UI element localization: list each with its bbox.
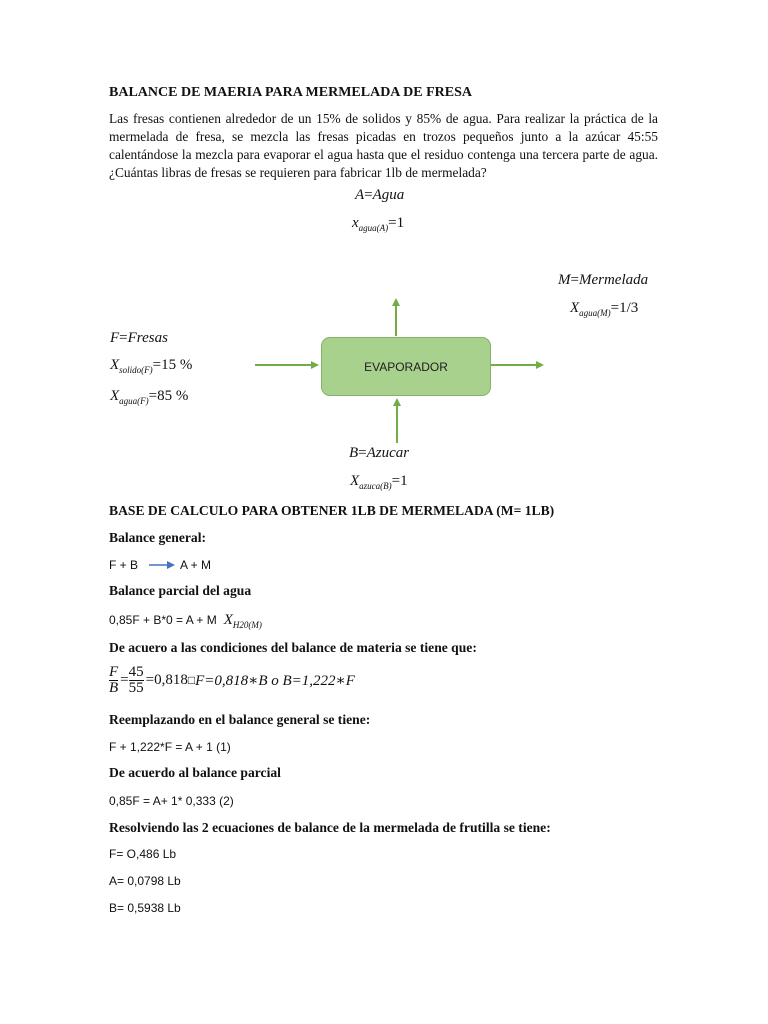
ratio-equation: $\frac{F}{B}$ = $\frac{45}{55}$ =0,818□F=0,818∗B o B=1,222∗F xyxy=(109,664,355,696)
parcial-heading: De acuerdo al balance parcial xyxy=(109,765,281,780)
balance-parcial-heading: Balance parcial del agua xyxy=(109,583,252,598)
reemplazo-heading: Reemplazando en el balance general se tiene: xyxy=(109,712,371,727)
azucar-fraction: $X_{azuca(B)}=1$ xyxy=(350,473,408,491)
balance-general-rhs: A + M xyxy=(180,558,212,572)
result-a: A= 0,0798 Lb xyxy=(109,874,181,888)
evaporator-label: EVAPORADOR xyxy=(364,359,448,374)
document-title: BALANCE DE MAERIA PARA MERMELADA DE FRESA xyxy=(109,85,472,100)
problem-statement: Las fresas contienen alrededor de un 15% de solidos y 85% de agua. Para realizar la práctica de la mermelada de fresa, se mezcla las fresas picadas en trozos pequeños junto a la azúcar 45:55 calentándose la mezcla para evaporar el agua hasta que el residuo contenga una tercera parte de agua. ¿Cuántas libras de fresas se requieren para fabricar 1lb de mermelada? xyxy=(109,111,658,180)
equation-1: F + 1,222*F = A + 1 (1) xyxy=(109,740,231,754)
agua-fraction: $x_{agua(A)}=1$ xyxy=(352,215,405,233)
fresas-water-fraction: $X_{agua(F)}=85$ % xyxy=(110,388,189,406)
azucar-stream-label: B=Azucar xyxy=(349,445,410,461)
fresas-stream-label: F=Fresas xyxy=(110,330,168,346)
condiciones-heading: De acuero a las condiciones del balance de materia se tiene que: xyxy=(109,640,477,655)
mermelada-fraction: $X_{agua(M)}=1/3$ xyxy=(570,300,639,318)
equation-2: 0,85F = A+ 1* 0,333 (2) xyxy=(109,794,234,808)
result-f: F= O,486 Lb xyxy=(109,847,177,861)
evaporator-box xyxy=(321,337,491,396)
resolviendo-heading: Resolviendo las 2 ecuaciones de balance de la mermelada de frutilla se tiene: xyxy=(109,820,551,835)
balance-parcial-equation: 0,85F + B*0 = A + M $X_{H20(M)}$ xyxy=(109,612,262,630)
calculation-basis-heading: BASE DE CALCULO PARA OBTENER 1LB DE MERMELADA (M= 1LB) xyxy=(109,503,555,518)
result-b: B= 0,5938 Lb xyxy=(109,901,181,915)
fresas-solid-fraction: $X_{solido(F)}=15$ % xyxy=(110,357,193,375)
balance-general-lhs: F + B xyxy=(109,558,139,572)
agua-stream-label: A=Agua xyxy=(355,187,405,203)
balance-general-heading: Balance general: xyxy=(109,530,207,545)
mermelada-stream-label: M=Mermelada xyxy=(558,272,649,288)
